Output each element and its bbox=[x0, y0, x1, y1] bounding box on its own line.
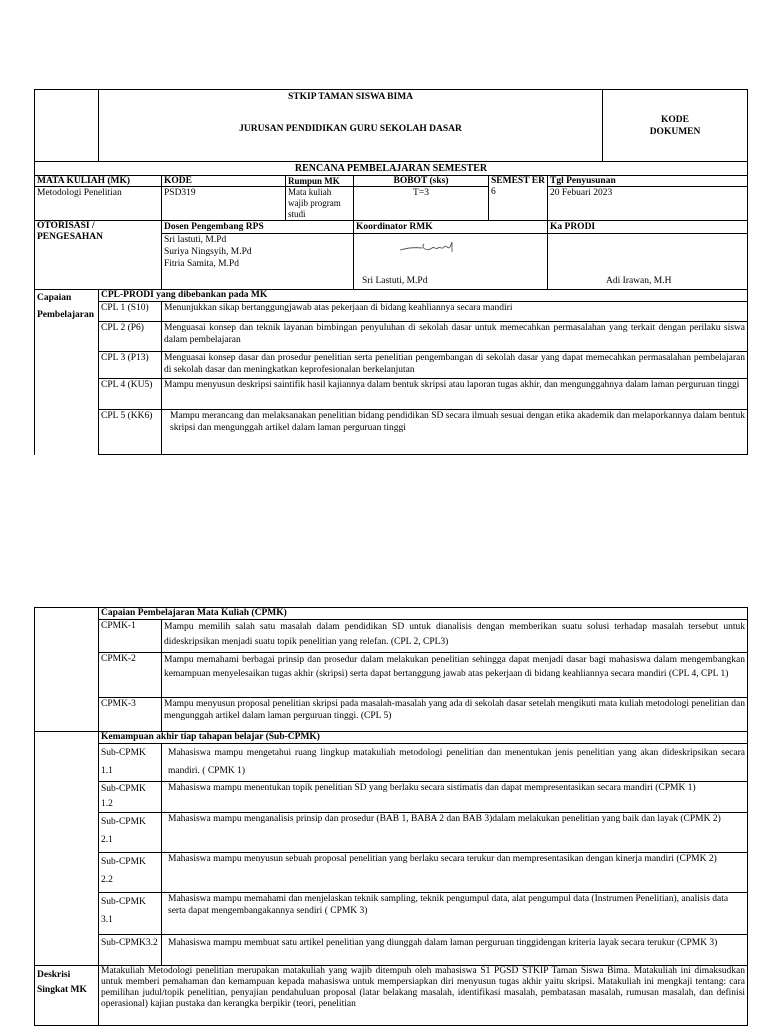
course-bobot-value: T=3 bbox=[354, 187, 489, 221]
cpl-code: CPL 2 (P6) bbox=[99, 322, 162, 352]
course-semester-cell bbox=[489, 176, 548, 221]
deskripsi-label: Deskrisi Singkat MK bbox=[35, 966, 99, 1026]
cpmk-code: CPMK-3 bbox=[99, 698, 162, 732]
cpmk-code: CPMK-1 bbox=[99, 620, 162, 653]
course-kode-value: PSD319 bbox=[162, 187, 286, 221]
kaprodi-label: Ka PRODI bbox=[548, 221, 748, 234]
subcpmk-text: Mahasiswa mampu membuat satu artikel penelitian yang diunggah dalam laman perguruan tinggidengan kriteria layak secara terukur (CPMK 3) bbox=[162, 935, 748, 966]
subcpmk-code: Sub-CPMK 3.1 bbox=[99, 893, 162, 935]
dosen-label: Dosen Pengembang RPS bbox=[162, 221, 354, 234]
koordinator-cell bbox=[354, 234, 548, 290]
institution-name: STKIP TAMAN SISWA BIMA bbox=[288, 92, 414, 102]
cpl-text: Menguasai konsep dasar dan prosedur penelitian serta penelitian pengembangan di sekolah dasar yang dapat memecahkan permasalahan pembelajaran di sekolah dasar dan meningkatkan keprofesionalan berkelanjutan bbox=[162, 352, 748, 379]
institution-header bbox=[99, 90, 603, 162]
cpl-code: CPL 5 (KK6) bbox=[99, 410, 162, 455]
deskripsi-text: Matakuliah Metodologi penelitian merupakan matakuliah yang wajib ditempuh oleh mahasiswa S1 PGSD STKIP Taman Siswa Bima. Matakuliah ini dimaksudkan untuk memberi pemahaman dan kemampuan kepada mahasiswa untuk mempersiapkan diri menyusun tugas akhir yaitu skripsi. Matakuliah ini mengkaji tentang: cara pemilihan judul/topik penelitian, penyajian pendahuluan proposal (latar belakang masalah, identifikasi masalah, pembatasan masalah, rumusan masalah, dan definisi operasional) kajian pustaka dan kerangka berpikir (teori, penelitian bbox=[99, 966, 748, 1026]
subcpmk-text: Mahasiswa mampu menganalisis prinsip dan prosedur (BAB 1, BABA 2 dan BAB 3)dalam melakukan penelitian yang baik dan layak (CPMK 2) bbox=[162, 813, 748, 853]
subcpmk-text: Mahasiswa mampu mengetahui ruang lingkup matakuliah metodologi penelitian dan menentukan jenis penelitian yang akan dideskripsikan secara mandiri. ( CPMK 1) bbox=[162, 744, 748, 782]
cpl-text: Mampu menyusun deskripsi saintifik hasil kajiannya dalam bentuk skripsi atau laporan tugas akhir, dan mengunggahnya dalam laman perguruan tinggi bbox=[162, 379, 748, 410]
cpmk-text: Mampu menyusun proposal penelitian skripsi pada masalah-masalah yang ada di sekolah dasar setelah mengikuti mata kuliah metodologi penelitian dan mengunggah artikel dalam laman perguruan tinggi. (CPL 5) bbox=[162, 698, 748, 732]
cpmk-table bbox=[34, 607, 748, 1026]
course-col-mk: MATA KULIAH (MK) bbox=[35, 176, 162, 187]
subcpmk-header: Kemampuan akhir tiap tahapan belajar (Sub-CPMK) bbox=[99, 732, 748, 744]
dosen-name: Fitria Samita, M.Pd bbox=[164, 259, 239, 269]
kaprodi-name: Adi Irawan, M.H bbox=[606, 276, 672, 286]
course-col-rumpun: Rumpun MK bbox=[286, 176, 354, 187]
doc-code-cell bbox=[603, 90, 748, 162]
koordinator-label: Koordinator RMK bbox=[354, 221, 548, 234]
course-mk-value: Metodologi Penelitian bbox=[35, 187, 162, 221]
cpmk-side-cell bbox=[35, 608, 99, 732]
subcpmk-text: Mahasiswa mampu menentukan topik penelitian SD yang berlaku secara sistimatis dan dapat mempresentasikan secara mandiri (CPMK 1) bbox=[162, 782, 748, 813]
logo-cell bbox=[35, 90, 99, 162]
cpmk-code: CPMK-2 bbox=[99, 653, 162, 698]
cpl-text: Mampu merancang dan melaksanakan penelitian bidang pendidikan SD secara ilmuah sesuai dengan etika akademik dan melaporkannya dalam bentuk skripsi dan mengunggah artikel dalam laman perguruan tinggi bbox=[162, 410, 748, 455]
course-col-bobot: BOBOT (sks) bbox=[354, 176, 489, 187]
dosen-list bbox=[162, 234, 354, 290]
subcpmk-code: Sub-CPMK 2.2 bbox=[99, 853, 162, 893]
subcpmk-code: Sub-CPMK 1.2 bbox=[99, 782, 162, 813]
rps-title: RENCANA PEMBELAJARAN SEMESTER bbox=[35, 162, 748, 176]
cpl-code: CPL 1 (S10) bbox=[99, 302, 162, 322]
cpmk-text: Mampu memahami berbagai prinsip dan prosedur dalam melakukan penelitian sehingga dapat menjadi dasar bagi mahasiswa dalam mengembangkan kemampuan menyelesaikan tugas akhir (skripsi) serta dapat bertanggung jawab atas pekerjaan di bidang keahliannya secara mandiri (CPL 4, CPL 1) bbox=[162, 653, 748, 698]
course-col-tgl: Tgl Penyusunan bbox=[548, 176, 748, 187]
cpmk-header: Capaian Pembelajaran Mata Kuliah (CPMK) bbox=[99, 608, 748, 620]
subcpmk-code: Sub-CPMK3.2 bbox=[99, 935, 162, 966]
signature-image bbox=[398, 238, 462, 258]
cpl-text: Menguasai konsep dan teknik layanan bimbingan penyuluhan di sekolah dasar untuk memecahkan permasalahan yang terkait dengan perilaku siswa dalam pembelajaran bbox=[162, 322, 748, 352]
course-tgl-value: 20 Febuari 2023 bbox=[548, 187, 748, 221]
subcpmk-side-cell bbox=[35, 732, 99, 966]
course-col-semester: SEMEST ER bbox=[491, 176, 545, 186]
cpl-header: CPL-PRODI yang dibebankan pada MK bbox=[99, 290, 748, 302]
subcpmk-text: Mahasiswa mampu memahami dan menjelaskan teknik sampling, teknik pengumpul data, alat pengumpul data (Instrumen Penelitian), analisis data serta dapat mengembangakannya sendiri ( CPMK 3) bbox=[162, 893, 748, 935]
course-rumpun-value: Mata kuliah wajib program studi bbox=[286, 187, 354, 221]
koordinator-name: Sri Lastuti, M.Pd bbox=[362, 276, 428, 286]
kaprodi-cell bbox=[548, 234, 748, 290]
department-name: JURUSAN PENDIDIKAN GURU SEKOLAH DASAR bbox=[239, 124, 462, 134]
cpmk-text: Mampu memilih salah satu masalah dalam pendidikan SD untuk dianalisis dengan memberikan suatu solusi terhadap masalah tersebut untuk dideskripsikan menjadi suatu topik penelitian yang relefan. (CPL 2, CPL3) bbox=[162, 620, 748, 653]
subcpmk-text: Mahasiswa mampu menyusun sebuah proposal penelitian yang berlaku secara terukur dan mempresentasikan dengan kinerja mandiri (CPMK 2) bbox=[162, 853, 748, 893]
cpl-text: Menunjukkan sikap bertanggungjawab atas pekerjaan di bidang keahliannya secara mandiri bbox=[162, 302, 748, 322]
dosen-name: Sri lastuti, M.Pd bbox=[164, 235, 227, 245]
dosen-name: Suriya Ningsyih, M.Pd bbox=[164, 247, 252, 257]
subcpmk-code: Sub-CPMK 2.1 bbox=[99, 813, 162, 853]
subcpmk-code: Sub-CPMK 1.1 bbox=[99, 744, 162, 782]
rps-header-table bbox=[34, 89, 748, 455]
otorisasi-label: OTORISASI / PENGESAHAN bbox=[35, 221, 162, 290]
cpl-code: CPL 4 (KU5) bbox=[99, 379, 162, 410]
capaian-label: Capaian Pembelajaran bbox=[35, 290, 99, 455]
doc-code-label: KODE DOKUMEN bbox=[649, 114, 701, 137]
cpl-code: CPL 3 (P13) bbox=[99, 352, 162, 379]
course-col-kode: KODE bbox=[162, 176, 286, 187]
course-semester-value: 6 bbox=[491, 187, 496, 197]
